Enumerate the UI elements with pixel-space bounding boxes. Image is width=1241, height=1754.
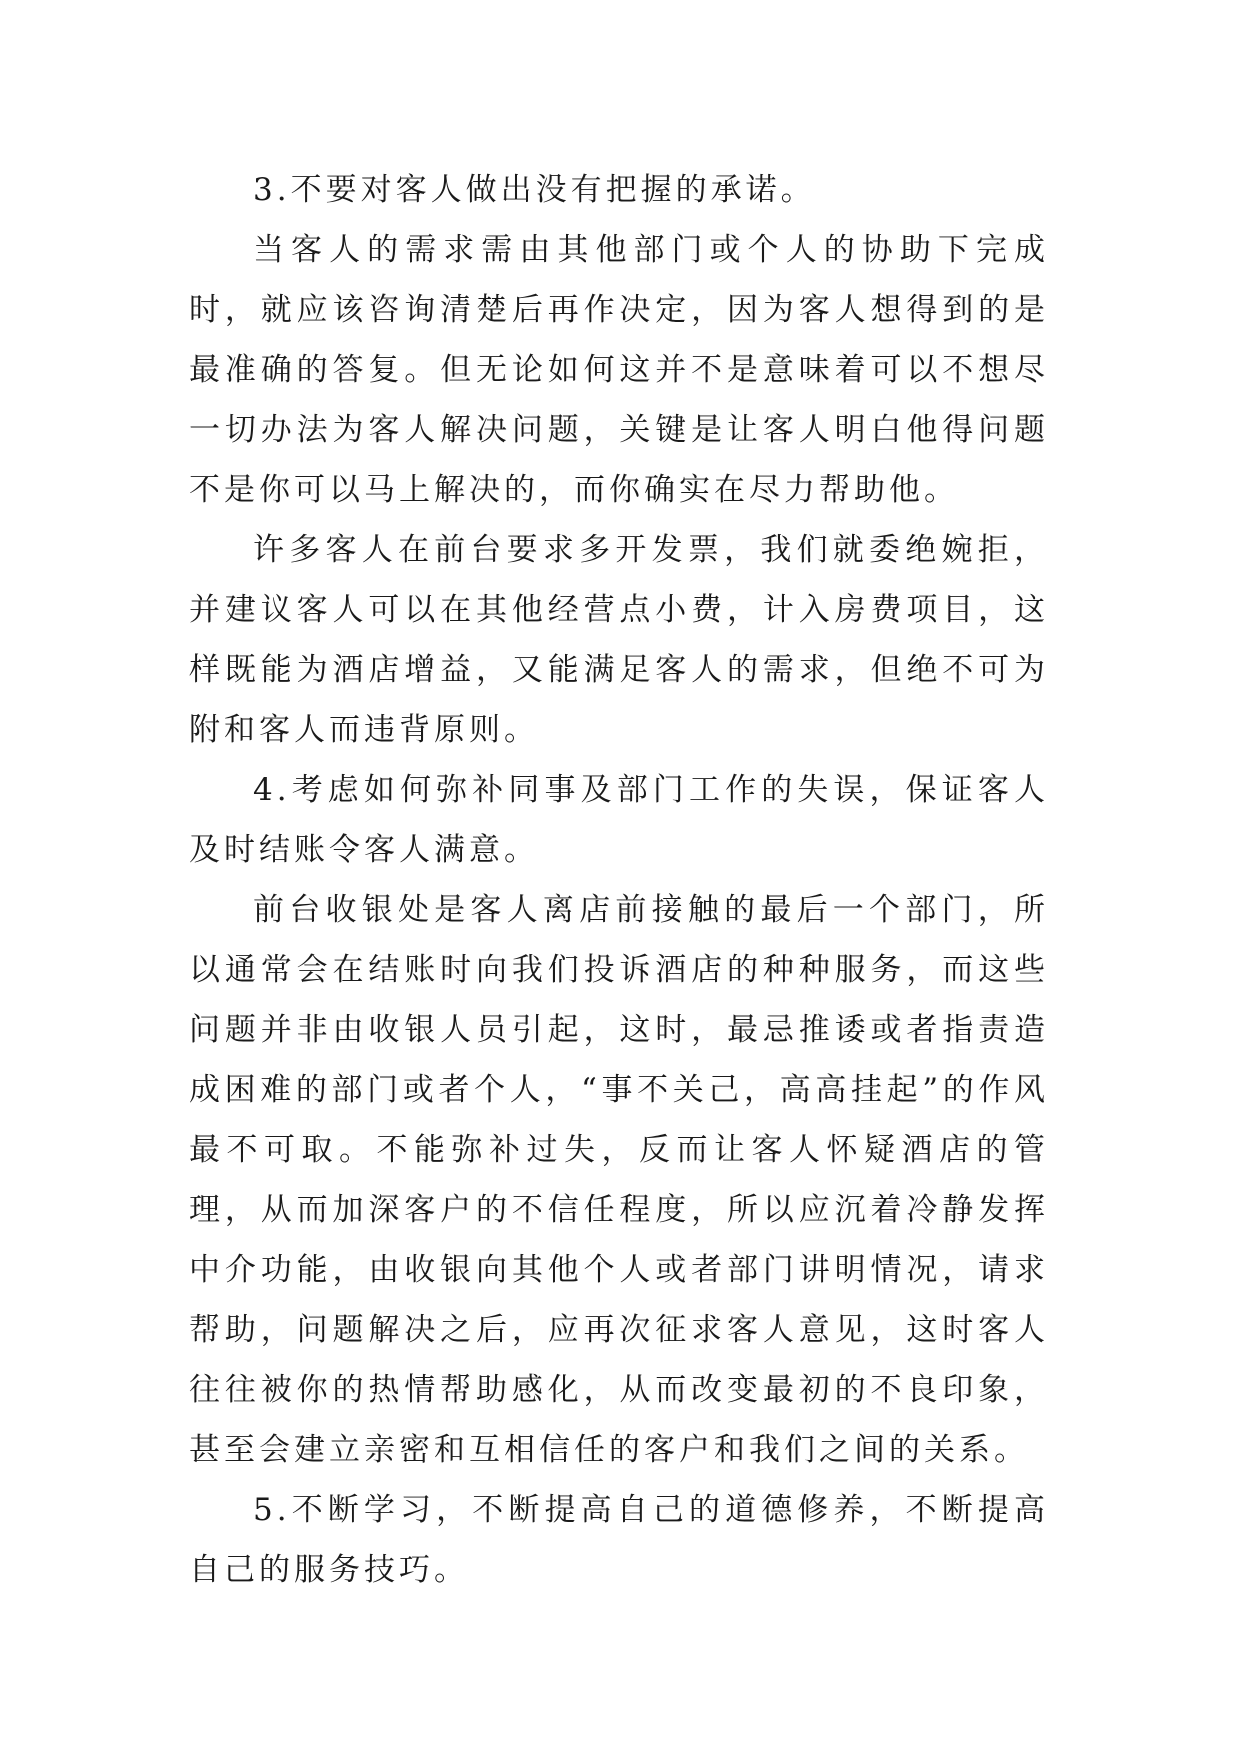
paragraph-cashier-complaints: 前台收银处是客人离店前接触的最后一个部门，所以通常会在结账时向我们投诉酒店的种种服务，而这些问题并非由收银人员引起，这时，最忌推诿或者指责造成困难的部门或者个人，“事不关己，高高挂起”的作风最不可取。不能弥补过失，反而让客人怀疑酒店的管理，从而加深客户的不信任程度，所以应沉着冷静发挥中介功能，由收银向其他个人或者部门讲明情况，请求帮助，问题解决之后，应再次征求客人意见，这时客人往往被你的热情帮助感化，从而改变最初的不良印象，甚至会建立亲密和互相信任的客户和我们之间的关系。 bbox=[189, 892, 1049, 1468]
paragraph-invoice-requests: 许多客人在前台要求多开发票，我们就委绝婉拒，并建议客人可以在其他经营点小费，计入房费项目，这样既能为酒店增益，又能满足客人的需求，但绝不可为附和客人而违背原则。 bbox=[189, 532, 1049, 748]
paragraph-consult-before-deciding: 当客人的需求需由其他部门或个人的协助下完成时，就应该咨询清楚后再作决定，因为客人想得到的是最准确的答复。但无论如何这并不是意味着可以不想尽一切办法为客人解决问题，关键是让客人明白他得问题不是你可以马上解决的，而你确实在尽力帮助他。 bbox=[189, 232, 1049, 508]
document-body bbox=[189, 160, 1049, 1600]
paragraph-item-3-heading: 3.不要对客人做出没有把握的承诺。 bbox=[253, 172, 816, 208]
paragraph-item-5-heading: 5.不断学习，不断提高自己的道德修养，不断提高自己的服务技巧。 bbox=[189, 1492, 1049, 1588]
paragraph-item-4-heading: 4.考虑如何弥补同事及部门工作的失误，保证客人及时结账令客人满意。 bbox=[189, 772, 1049, 868]
